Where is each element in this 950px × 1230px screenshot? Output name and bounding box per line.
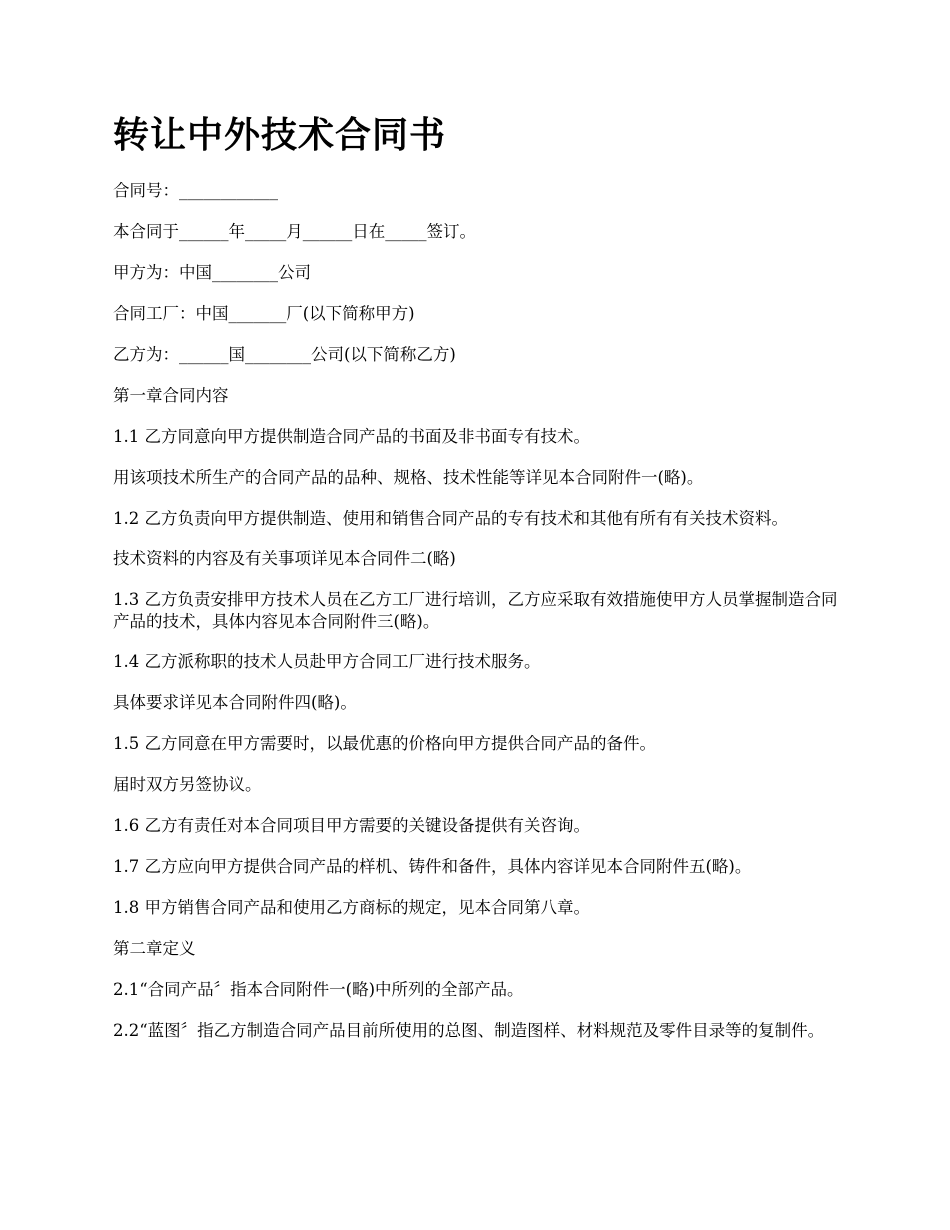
contract-number-line: 合同号：____________	[113, 181, 278, 200]
definition-paragraph: 2.1“合同产品〞指本合同附件一(略)中所列的全部产品。	[113, 980, 524, 999]
clause-paragraph: 具体要求详见本合同附件四(略)。	[113, 693, 357, 712]
contract-factory-line: 合同工厂：中国_______厂(以下简称甲方)	[113, 304, 415, 323]
chapter-heading: 第二章定义	[113, 939, 196, 958]
definition-paragraph: 2.2“蓝图〞指乙方制造合同产品目前所使用的总图、制造图样、材料规范及零件目录等的复制件。	[113, 1021, 825, 1040]
document-page	[113, 108, 838, 1061]
clause-paragraph: 技术资料的内容及有关事项详见本合同件二(略)	[113, 549, 456, 568]
party-b-line: 乙方为：______国________公司(以下简称乙方)	[113, 345, 456, 364]
clause-paragraph: 1.2 乙方负责向甲方提供制造、使用和销售合同产品的专有技术和其他有所有有关技术资料。	[113, 509, 788, 528]
clause-paragraph: 用该项技术所生产的合同产品的品种、规格、技术性能等详见本合同附件一(略)。	[113, 468, 704, 487]
clause-paragraph: 1.5 乙方同意在甲方需要时，以最优惠的价格向甲方提供合同产品的备件。	[113, 734, 656, 753]
clause-paragraph: 届时双方另签协议。	[113, 775, 262, 794]
party-a-line: 甲方为：中国________公司	[113, 263, 311, 282]
signing-date-line: 本合同于______年_____月______日在_____签订。	[113, 222, 476, 241]
document-title: 转让中外技术合同书	[113, 115, 447, 156]
clause-paragraph: 1.3 乙方负责安排甲方技术人员在乙方工厂进行培训，乙方应采取有效措施使甲方人员掌握制造合同产品的技术，具体内容见本合同附件三(略)。	[113, 590, 838, 631]
clause-paragraph: 1.8 甲方销售合同产品和使用乙方商标的规定，见本合同第八章。	[113, 898, 590, 917]
clause-paragraph: 1.4 乙方派称职的技术人员赴甲方合同工厂进行技术服务。	[113, 652, 541, 671]
chapter-heading: 第一章合同内容	[113, 386, 229, 405]
clause-paragraph: 1.1 乙方同意向甲方提供制造合同产品的书面及非书面专有技术。	[113, 427, 590, 446]
clause-paragraph: 1.7 乙方应向甲方提供合同产品的样机、铸件和备件，具体内容详见本合同附件五(略)。	[113, 857, 752, 876]
clause-paragraph: 1.6 乙方有责任对本合同项目甲方需要的关键设备提供有关咨询。	[113, 816, 590, 835]
